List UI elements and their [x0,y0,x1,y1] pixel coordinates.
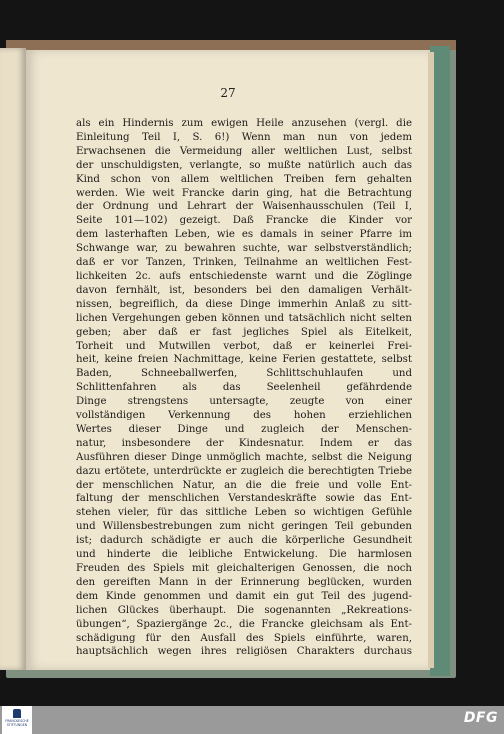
text-line: lichkeiten 2c. aufs entschiedenste warnt und die Zöglinge [76,270,412,282]
text-line: faltung der menschlichen Verstandeskräfte sowie das Ent- [76,493,412,505]
text-line: Ausführen dieser Dinge unmöglich machte, selbst die Neigung [76,451,412,463]
text-line: werden. Wie weit Francke darin ging, hat die Betrachtung [76,187,412,199]
text-line: geben; aber daß er fast jegliches Spiel als Eitelkeit, [76,326,412,338]
text-line: und Willensbestrebungen zum nicht geringen Teil gebunden [76,521,412,533]
text-line: Dinge strengstens untersagte, zeugte von einer [76,396,412,408]
text-line: Schwange war, zu bewahren suchte, war selbstverständlich; [76,243,412,255]
text-line: daß er vor Tanzen, Trinken, Teilnahme an weltlichen Fest- [76,257,412,269]
text-line: hauptsächlich wegen ihres religiösen Charakters durchaus [76,646,412,658]
page-body-text [76,117,412,659]
text-line: vollständigen Verkennung des hohen erziehlichen [76,410,412,422]
text-line: natur, insbesondere der Kindesnatur. Indem er das [76,437,412,449]
text-line: Erwachsenen die Vermeidung aller weltlichen Lust, selbst [76,145,412,157]
text-line: dem Kinde genommen und damit ein gut Teil des jugend- [76,590,412,602]
text-line: der Ordnung und Lehrart der Waisenhausschulen (Teil I, [76,201,412,213]
text-line: Seite 101—102) gezeigt. Daß Francke die Kinder vor [76,215,412,227]
text-line: nissen, begreiflich, da diese Dinge immerhin Anlaß zu sitt- [76,298,412,310]
text-line: und hinderte die leibliche Entwickelung. Die harmlosen [76,549,412,561]
viewer-footer [0,706,504,734]
text-line: dem lasterhaften Leben, wie es damals in seiner Pfarre im [76,229,412,241]
text-line: Wertes dieser Dinge und zugleich der Menschen- [76,423,412,435]
text-line: Baden, Schneeballwerfen, Schlittschuhlaufen und [76,368,412,380]
library-logo-caption: FRANCKESCHE STIFTUNGEN [5,719,29,727]
cover-top-edge [6,40,456,50]
text-line: lichen Glückes überhaupt. Die sogenannten „Rekreations- [76,604,412,616]
text-line: Einleitung Teil I, S. 6!) Wenn man nun von jedem [76,131,412,143]
previous-page-edge [0,48,26,670]
text-line: schädigung für den Ausfall des Spiels einführte, waren, [76,632,412,644]
franckesche-stiftungen-logo[interactable] [2,706,32,734]
dfg-logo[interactable]: DFG [463,710,498,726]
text-line: Torheit und Mutwillen verbot, daß er keinerlei Frei- [76,340,412,352]
text-line: Schlittenfahren als das Seelenheil gefährdende [76,382,412,394]
text-line: übungen“, Spaziergänge 2c., die Francke gleichsam als Ent- [76,618,412,630]
text-line: den gereiften Mann in der Erinnerung beglücken, wurden [76,576,412,588]
page-stack-edge [428,52,434,668]
text-line: Kind schon von allem weltlichen Treiben fern gehalten [76,173,412,185]
text-line: heit, keine freien Nachmittage, keine Ferien gestattete, selbst [76,354,412,366]
text-line: stehen vieler, für das sittliche Leben so wichtigen Gefühle [76,507,412,519]
text-line: ist; dadurch schädigte er auch die körperliche Gesundheit [76,535,412,547]
text-line: dazu ertötete, unterdrückte er zugleich die berechtigten Triebe [76,465,412,477]
text-line: als ein Hindernis zum ewigen Heile anzusehen (vergl. die [76,118,412,129]
book-page [26,50,430,670]
text-line: der menschlichen Natur, an die die freie und volle Ent- [76,479,412,491]
page-number: 27 [220,86,236,100]
institution-emblem-icon [13,709,21,718]
text-line: der unschuldigsten, verlangte, so mußte natürlich auch das [76,159,412,171]
text-line: Freuden des Spiels mit gleichalterigen Genossen, die noch [76,563,412,574]
text-line: lichen Vergehungen geben können und tatsächlich nicht selten [76,312,412,324]
text-line: davon fernhält, ist, besonders bei den damaligen Verhält- [76,284,412,296]
